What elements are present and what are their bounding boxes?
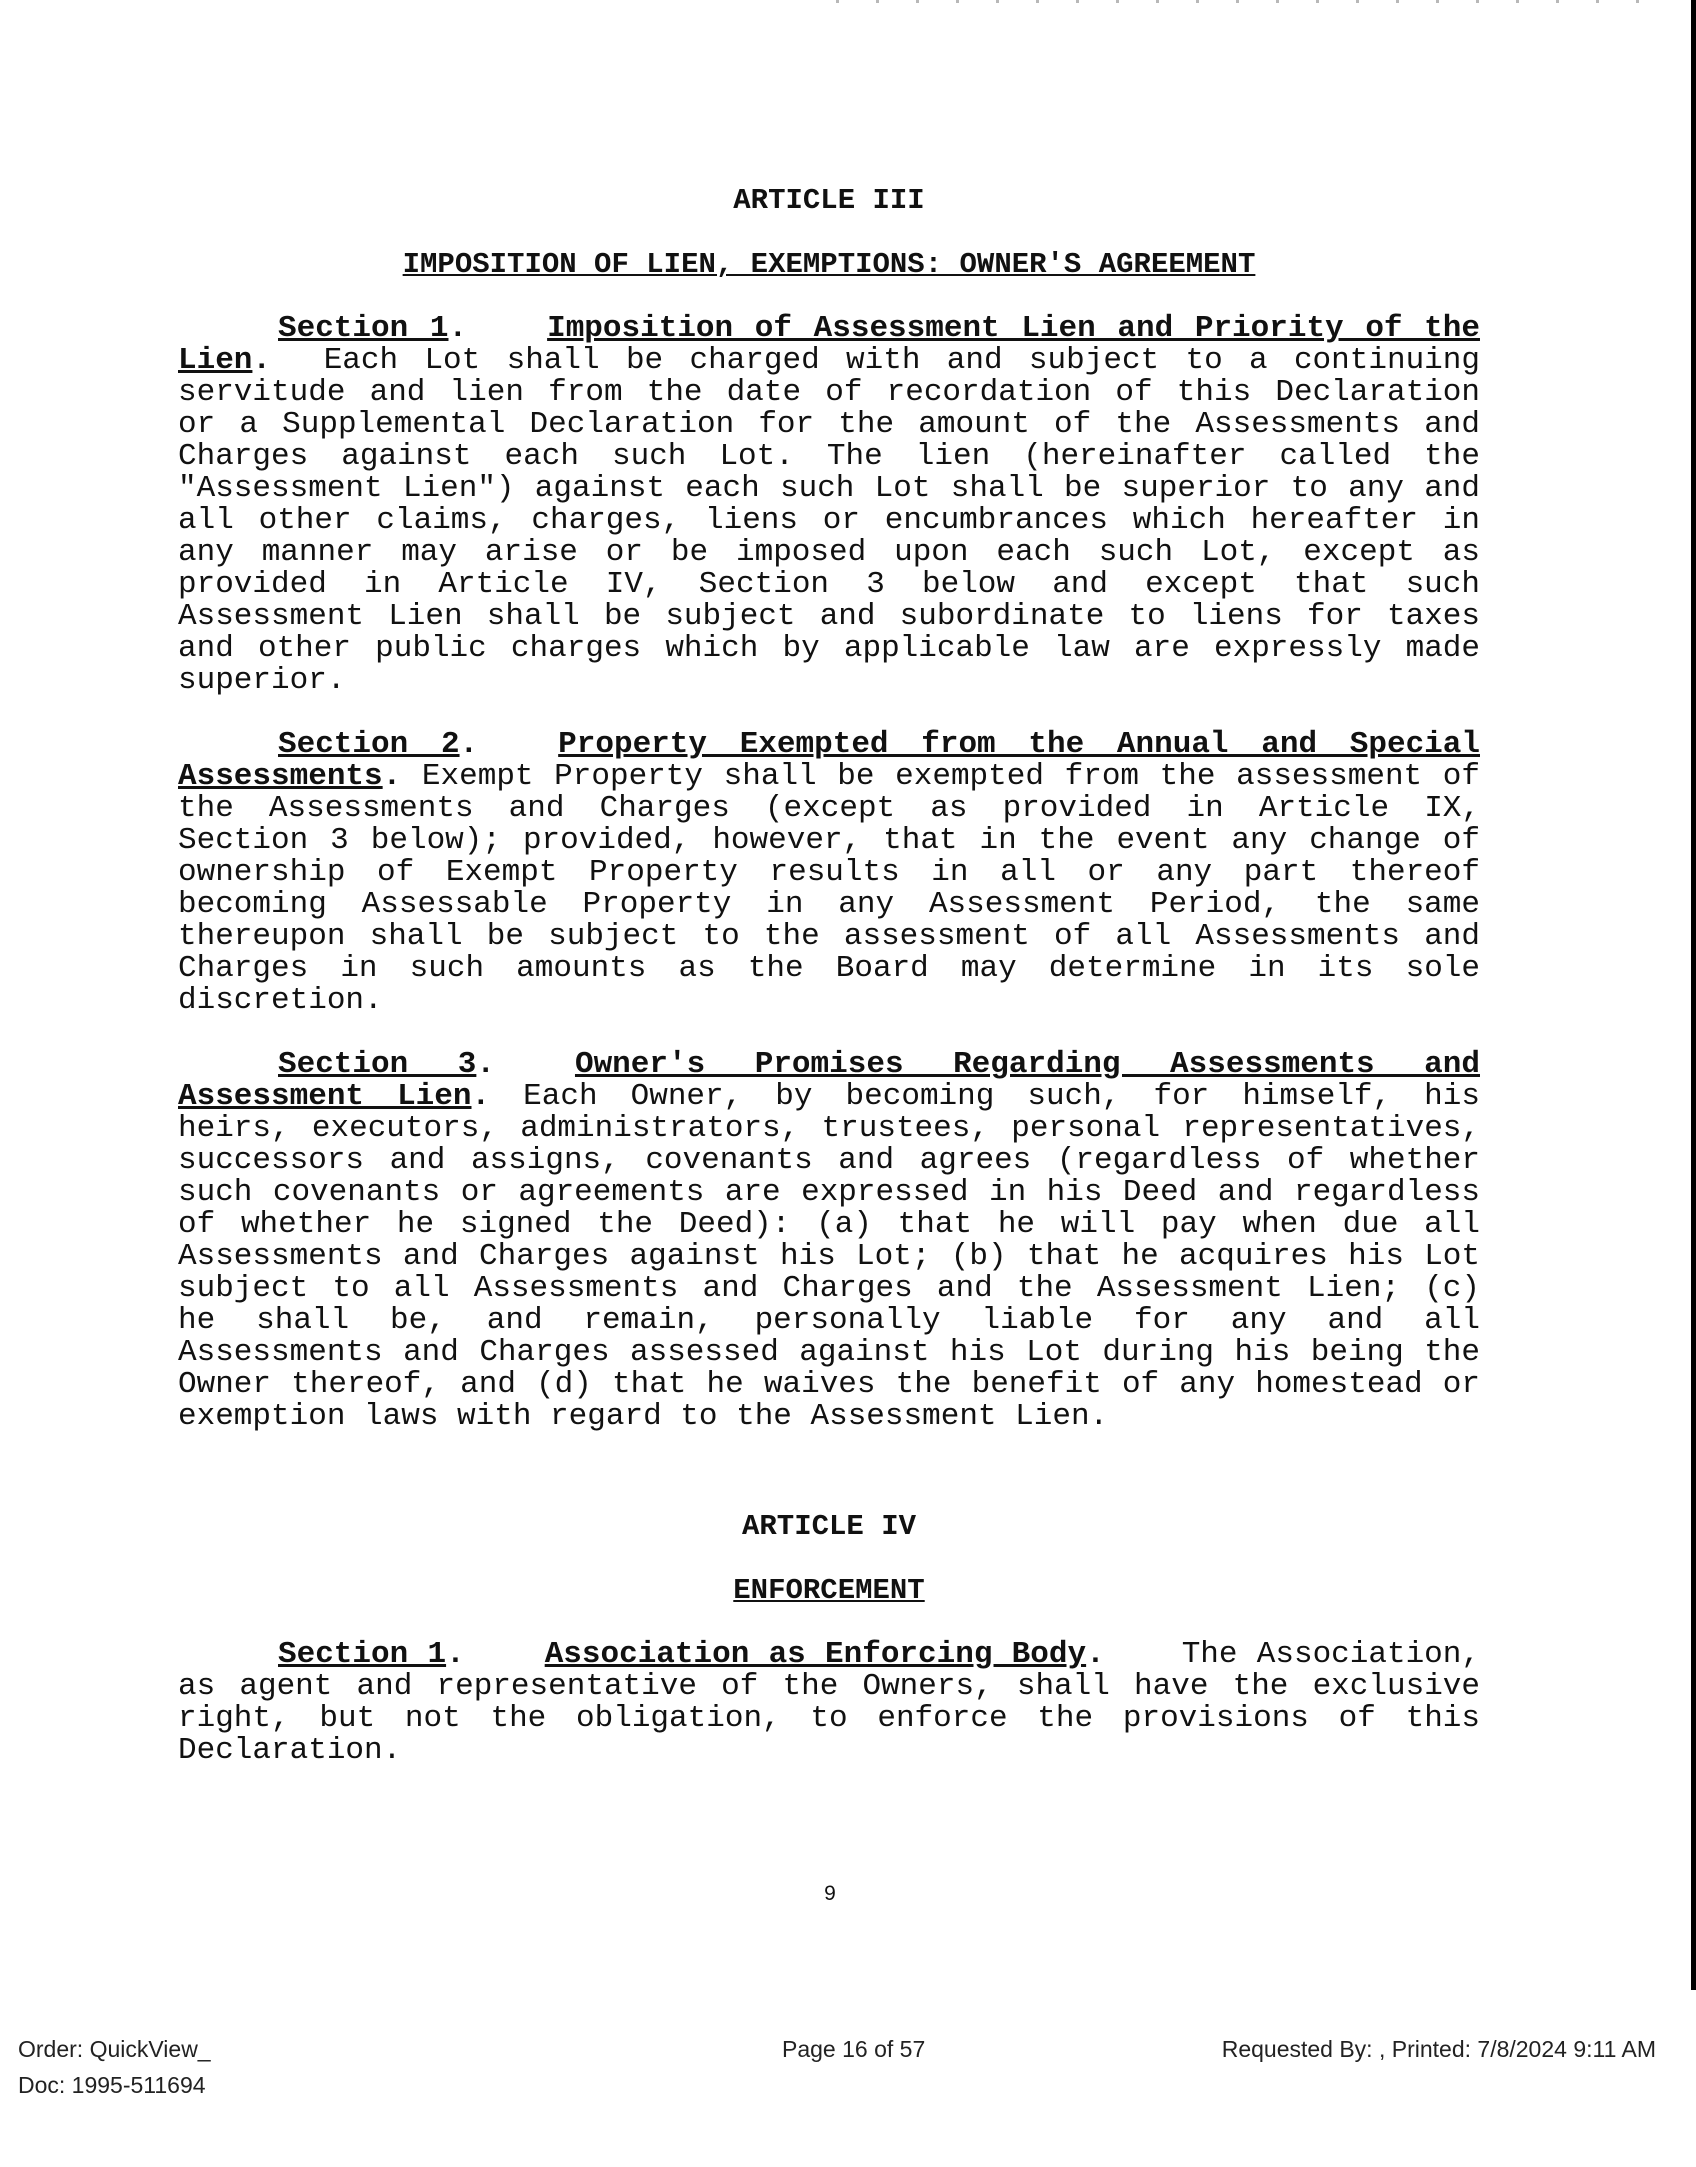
section-text: The Association, as agent and representative of the Owners, shall have the exclusive right, but not the obligation, to enforce the provisions of this Declaration. xyxy=(178,1637,1480,1768)
section-label: Section 2 xyxy=(278,727,460,762)
section-label: Section 1 xyxy=(278,1637,447,1672)
scan-artifact-top xyxy=(836,0,1676,3)
article-3-section-3: Section 3. Owner's Promises Regarding Assessments and Assessment Lien. Each Owner, by becoming such, for himself, his heirs, executors, administrators, trustees, personal representatives, successors and assigns, covenants and agrees (regardless of whether such covenants or agreements are expressed in his Deed and regardless of whether he signed the Deed): (a) that he will pay when due all Assessments and Charges against his Lot; (b) that he acquires his Lot subject to all Assessments and Charges and the Assessment Lien; (c) he shall be, and remain, personally liable for any and all Assessments and Charges assessed against his Lot during his being the Owner thereof, and (d) that he waives the benefit of any homestead or exemption laws with regard to the Assessment Lien. xyxy=(178,1047,1480,1434)
section-text: Each Lot shall be charged with and subject to a continuing servitude and lien from the date of recordation of this Declaration or a Supplemental Declaration for the amount of the Assessments and Charges against each such Lot. The lien (hereinafter called the "Assessment Lien") against each such Lot shall be superior to any and all other claims, charges, liens or encumbrances which hereafter in any manner may arise or be imposed upon each such Lot, except as provided in Article IV, Section 3 below and except that such Assessment Lien shall be subject and subordinate to liens for taxes and other public charges which by applicable law are expressly made superior. xyxy=(178,343,1480,698)
page-number: 9 xyxy=(824,1882,836,1905)
section-label: Section 3 xyxy=(278,1047,477,1082)
section-text: Exempt Property shall be exempted from the assessment of the Assessments and Charges (except as provided in Article IX, Section 3 below); provided, however, that in the event any change of ownership of Exempt Property results in all or any part thereof becoming Assessable Property in any Assessment Period, the same thereupon shall be subject to the assessment of all Assessments and Charges in such amounts as the Board may determine in its sole discretion. xyxy=(178,759,1480,1018)
footer-order: Order: QuickView_ xyxy=(18,2036,211,2062)
footer-doc-number: Doc: 1995-511694 xyxy=(18,2072,206,2098)
section-title: Owner's Promises Regarding Assessments and Assessment Lien xyxy=(178,1047,1480,1114)
section-text: Each Owner, by becoming such, for himself, his heirs, executors, administrators, trustees, personal representatives, successors and assigns, covenants and agrees (regardless of whether such covenants or agreements are expressed in his Deed and regardless of whether he signed the Deed): (a) that he will pay when due all Assessments and Charges against his Lot; (b) that he acquires his Lot subject to all Assessments and Charges and the Assessment Lien; (c) he shall be, and remain, personally liable for any and all Assessments and Charges assessed against his Lot during his being the Owner thereof, and (d) that he waives the benefit of any homestead or exemption laws with regard to the Assessment Lien. xyxy=(178,1079,1480,1434)
article-3-section-1: Section 1. Imposition of Assessment Lien and Priority of the Lien. Each Lot shall be charged with and subject to a continuing servitude and lien from the date of recordation of this Declaration or a Supplemental Declaration for the amount of the Assessments and Charges against each such Lot. The lien (hereinafter called the "Assessment Lien") against each such Lot shall be superior to any and all other claims, charges, liens or encumbrances which hereafter in any manner may arise or be imposed upon each such Lot, except as provided in Article IV, Section 3 below and except that such Assessment Lien shall be subject and subordinate to liens for taxes and other public charges which by applicable law are expressly made superior. xyxy=(178,311,1480,698)
section-title: Association as Enforcing Body xyxy=(544,1637,1087,1672)
scan-edge-right xyxy=(1691,0,1696,1990)
section-title: Imposition of Assessment Lien and Priority of the Lien xyxy=(178,311,1480,378)
article-4-title: ARTICLE IV xyxy=(741,1510,917,1543)
section-label: Section 1 xyxy=(278,311,449,346)
footer-requested-printed: Requested By: , Printed: 7/8/2024 9:11 AM xyxy=(1221,2036,1656,2062)
article-3-section-2: Section 2. Property Exempted from the Annual and Special Assessments. Exempt Property shall be exempted from the assessment of the Assessments and Charges (except as provided in Article IX, Section 3 below); provided, however, that in the event any change of ownership of Exempt Property results in all or any part thereof becoming Assessable Property in any Assessment Period, the same thereupon shall be subject to the assessment of all Assessments and Charges in such amounts as the Board may determine in its sole discretion. xyxy=(178,727,1480,1018)
article-4-section-1: Section 1. Association as Enforcing Body. The Association, as agent and representative of the Owners, shall have the exclusive right, but not the obligation, to enforce the provisions of this Declaration. xyxy=(178,1637,1480,1768)
document-body xyxy=(178,185,1480,1799)
footer-page-count: Page 16 of 57 xyxy=(782,2036,926,2062)
article-3-subtitle: IMPOSITION OF LIEN, EXEMPTIONS: OWNER'S AGREEMENT xyxy=(402,248,1256,281)
section-title: Property Exempted from the Annual and Special Assessments xyxy=(178,727,1480,794)
print-footer xyxy=(18,2036,1656,2076)
article-3-title: ARTICLE III xyxy=(733,184,925,217)
article-4-subtitle: ENFORCEMENT xyxy=(733,1574,925,1607)
